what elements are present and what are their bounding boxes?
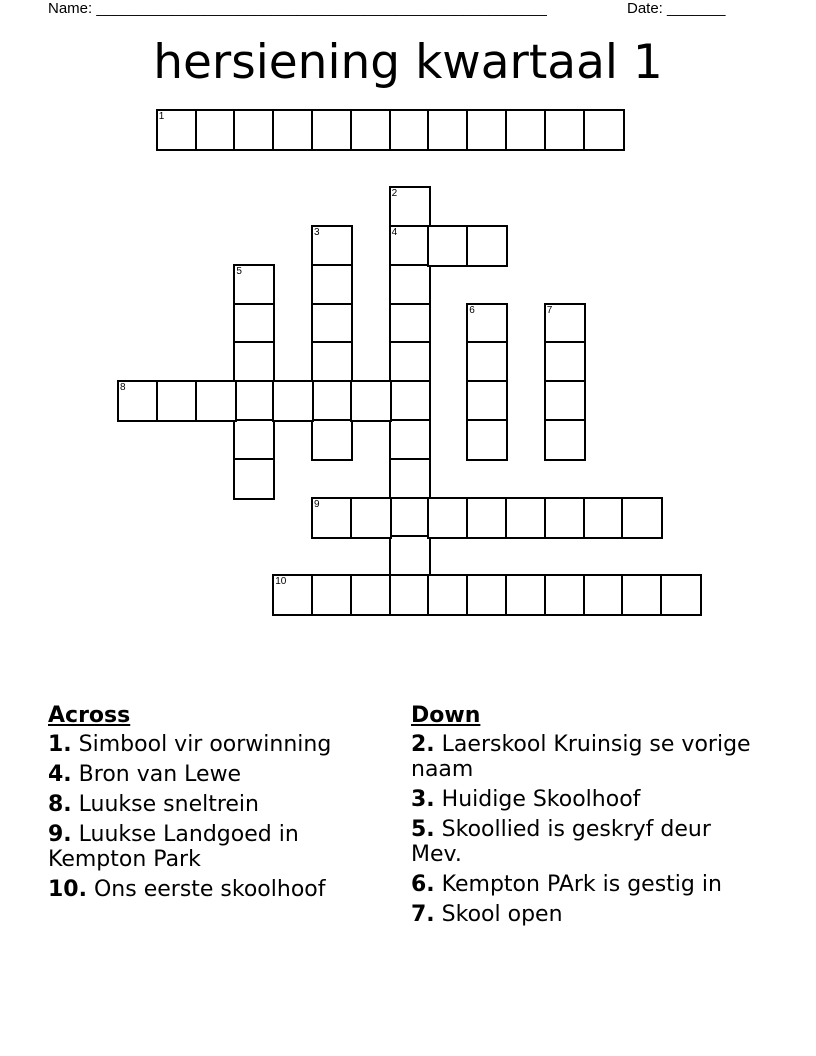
clue-text: Huidige Skoolhoof — [441, 787, 641, 812]
crossword-cell[interactable] — [195, 380, 237, 422]
clue-down-7 — [411, 902, 756, 927]
page-title: hersiening kwartaal 1 — [153, 35, 663, 90]
crossword-cell[interactable] — [311, 380, 353, 422]
crossword-cell[interactable] — [505, 497, 547, 539]
clue-text: Luukse Landgoed in Kempton Park — [48, 822, 299, 872]
clue-down-6 — [411, 872, 756, 897]
clue-text: Skoollied is geskryf deur Mev. — [411, 817, 711, 867]
crossword-cell[interactable] — [505, 109, 547, 151]
clue-text: Luukse sneltrein — [78, 792, 259, 817]
crossword-cell[interactable] — [350, 574, 392, 616]
name-line: Name: ______________________________________________________ — [48, 0, 547, 17]
crossword-cell[interactable] — [621, 497, 663, 539]
crossword-cell[interactable] — [311, 497, 353, 539]
crossword-cell[interactable] — [583, 497, 625, 539]
clue-text: Ons eerste skoolhoof — [93, 877, 326, 902]
cell-number: 1 — [158, 110, 165, 122]
down-heading: Down — [411, 703, 481, 728]
clue-across-9 — [48, 822, 388, 872]
crossword-cell[interactable] — [544, 109, 586, 151]
crossword-cell[interactable] — [583, 109, 625, 151]
crossword-cell[interactable] — [311, 574, 353, 616]
date-line: Date: _______ — [627, 0, 726, 17]
crossword-cell[interactable] — [233, 264, 275, 306]
across-clues — [48, 703, 388, 907]
clue-text: Simbool vir oorwinning — [78, 732, 332, 757]
crossword-cell[interactable] — [195, 109, 237, 151]
crossword-cell[interactable] — [272, 380, 314, 422]
crossword-cell[interactable] — [544, 303, 586, 345]
clue-down-5 — [411, 817, 756, 867]
crossword-cell[interactable] — [427, 109, 469, 151]
crossword-cell[interactable] — [427, 225, 469, 267]
crossword-cell[interactable] — [544, 497, 586, 539]
clue-text: Laerskool Kruinsig se vorige naam — [411, 732, 751, 782]
crossword-cell[interactable] — [156, 380, 198, 422]
crossword-cell[interactable] — [350, 497, 392, 539]
crossword-cell[interactable] — [544, 574, 586, 616]
crossword-cell[interactable] — [389, 458, 431, 500]
crossword-cell[interactable] — [505, 574, 547, 616]
clue-number: 4. — [48, 762, 72, 787]
clue-down-2 — [411, 732, 756, 782]
crossword-cell[interactable] — [389, 497, 431, 539]
crossword-cell[interactable] — [233, 109, 275, 151]
clue-across-10 — [48, 877, 388, 902]
clue-number: 7. — [411, 902, 435, 927]
crossword-cell[interactable] — [466, 341, 508, 383]
clue-number: 9. — [48, 822, 72, 847]
crossword-cell[interactable] — [389, 264, 431, 306]
crossword-cell[interactable] — [466, 109, 508, 151]
crossword-cell[interactable] — [311, 303, 353, 345]
crossword-cell[interactable] — [427, 497, 469, 539]
clue-number: 5. — [411, 817, 435, 842]
clue-across-1 — [48, 732, 388, 757]
crossword-cell[interactable] — [466, 419, 508, 461]
clue-number: 6. — [411, 872, 435, 897]
clue-number: 3. — [411, 787, 435, 812]
crossword-cell[interactable] — [389, 186, 431, 228]
cell-number: 8 — [120, 382, 126, 394]
cell-number: 2 — [391, 188, 398, 200]
crossword-cell[interactable] — [272, 574, 314, 616]
crossword-cell[interactable] — [466, 574, 508, 616]
down-clues — [411, 703, 756, 932]
crossword-cell[interactable] — [350, 380, 392, 422]
cell-number: 9 — [314, 498, 320, 510]
crossword-cell[interactable] — [117, 380, 159, 422]
clue-number: 2. — [411, 732, 435, 757]
crossword-cell[interactable] — [389, 341, 431, 383]
across-heading: Across — [48, 703, 131, 728]
crossword-cell[interactable] — [466, 303, 508, 345]
crossword-cell[interactable] — [389, 109, 431, 151]
cell-number: 3 — [314, 226, 320, 238]
crossword-cell[interactable] — [621, 574, 663, 616]
crossword-cell[interactable] — [156, 109, 198, 151]
crossword-cell[interactable] — [311, 109, 353, 151]
crossword-cell[interactable] — [350, 109, 392, 151]
crossword-cell[interactable] — [311, 419, 353, 461]
crossword-cell[interactable] — [233, 380, 275, 422]
crossword-cell[interactable] — [544, 419, 586, 461]
crossword-cell[interactable] — [311, 341, 353, 383]
crossword-cell[interactable] — [466, 225, 508, 267]
crossword-cell[interactable] — [233, 419, 275, 461]
cell-number: 6 — [469, 304, 475, 316]
crossword-cell[interactable] — [389, 574, 431, 616]
crossword-cell[interactable] — [389, 535, 431, 577]
crossword-cell[interactable] — [583, 574, 625, 616]
clue-text: Skool open — [441, 902, 563, 927]
crossword-cell[interactable] — [233, 341, 275, 383]
crossword-cell[interactable] — [466, 497, 508, 539]
crossword-cell[interactable] — [466, 380, 508, 422]
crossword-cell[interactable] — [272, 109, 314, 151]
clue-across-4 — [48, 762, 388, 787]
cell-number: 7 — [546, 304, 553, 316]
clue-across-8 — [48, 792, 388, 817]
crossword-cell[interactable] — [427, 574, 469, 616]
crossword-cell[interactable] — [544, 341, 586, 383]
crossword-cell[interactable] — [233, 303, 275, 345]
crossword-cell[interactable] — [311, 264, 353, 306]
clue-text: Bron van Lewe — [78, 762, 242, 787]
cell-number: 4 — [391, 226, 398, 238]
clue-number: 8. — [48, 792, 72, 817]
crossword-cell[interactable] — [660, 574, 702, 616]
crossword-cell[interactable] — [389, 225, 431, 267]
crossword-cell[interactable] — [389, 419, 431, 461]
clue-down-3 — [411, 787, 756, 812]
cell-number: 10 — [275, 576, 287, 588]
clue-text: Kempton PArk is gestig in — [441, 872, 722, 897]
crossword-cell[interactable] — [233, 458, 275, 500]
clue-number: 10. — [48, 877, 87, 902]
crossword-cell[interactable] — [389, 380, 431, 422]
clue-number: 1. — [48, 732, 72, 757]
cell-number: 5 — [236, 265, 242, 277]
crossword-cell[interactable] — [389, 303, 431, 345]
crossword-cell[interactable] — [544, 380, 586, 422]
crossword-cell[interactable] — [311, 225, 353, 267]
